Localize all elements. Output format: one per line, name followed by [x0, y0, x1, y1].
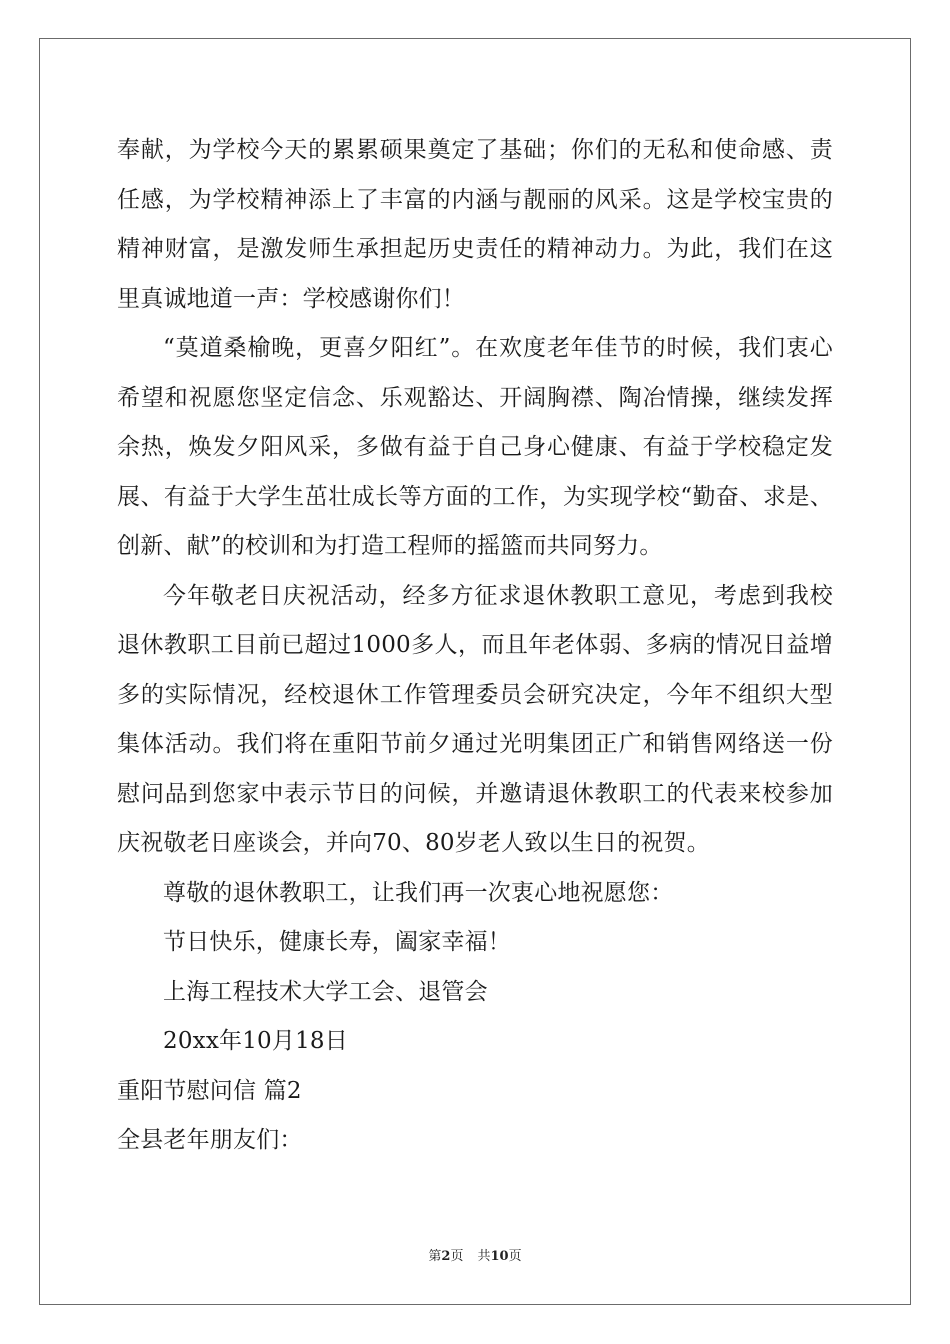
- section-heading: 重阳节慰问信 篇2: [117, 1077, 302, 1104]
- total-prefix: 共: [477, 1249, 491, 1264]
- page-number: 2: [441, 1249, 451, 1264]
- signature-organization: 上海工程技术大学工会、退管会: [163, 978, 488, 1005]
- paragraph-activity: 今年敬老日庆祝活动，经多方征求退休教职工意见，考虑到我校退休教职工目前已超过1000多人，而且年老体弱、多病的情况日益增多的实际情况，经校退休工作管理委员会研究决定，今年不组织大型集体活动。我们将在重阳节前夕通过光明集团正广和销售网络送一份慰问品到您家中表示节日的问候，并邀请退休教职工的代表来校参加庆祝敬老日座谈会，并向70、80岁老人致以生日的祝贺。: [117, 582, 833, 856]
- signature-date: 20xx年10月18日: [163, 1028, 348, 1054]
- total-pages: 10: [490, 1249, 509, 1264]
- page-footer: [0, 1245, 950, 1264]
- document-body: [117, 126, 833, 1166]
- paragraph-blessing: “莫道桑榆晚，更喜夕阳红”。在欢度老年佳节的时候，我们衷心希望和祝愿您坚定信念、乐观豁达、开阔胸襟、陶冶情操，继续发挥余热，焕发夕阳风采，多做有益于自己身心健康、有益于学校稳定发展、有益于大学生茁壮成长等方面的工作，为实现学校“勤奋、求是、创新、献”的校训和为打造工程师的摇篮而共同努力。: [117, 335, 833, 559]
- closing-wish: 节日快乐，健康长寿，阖家幸福！: [163, 929, 511, 955]
- page-label-prefix: 第: [428, 1249, 442, 1264]
- total-suffix: 页: [508, 1249, 522, 1264]
- salutation: 全县老年朋友们：: [117, 1127, 303, 1153]
- closing-greeting: 尊敬的退休教职工，让我们再一次衷心地祝愿您：: [163, 879, 674, 906]
- paragraph-continuation: 奉献，为学校今天的累累硕果奠定了基础；你们的无私和使命感、责任感，为学校精神添上了丰富的内涵与靓丽的风采。这是学校宝贵的精神财富，是激发师生承担起历史责任的精神动力。为此，我们在这里真诚地道一声：学校感谢你们！: [117, 137, 833, 312]
- page-label-suffix: 页: [450, 1249, 464, 1264]
